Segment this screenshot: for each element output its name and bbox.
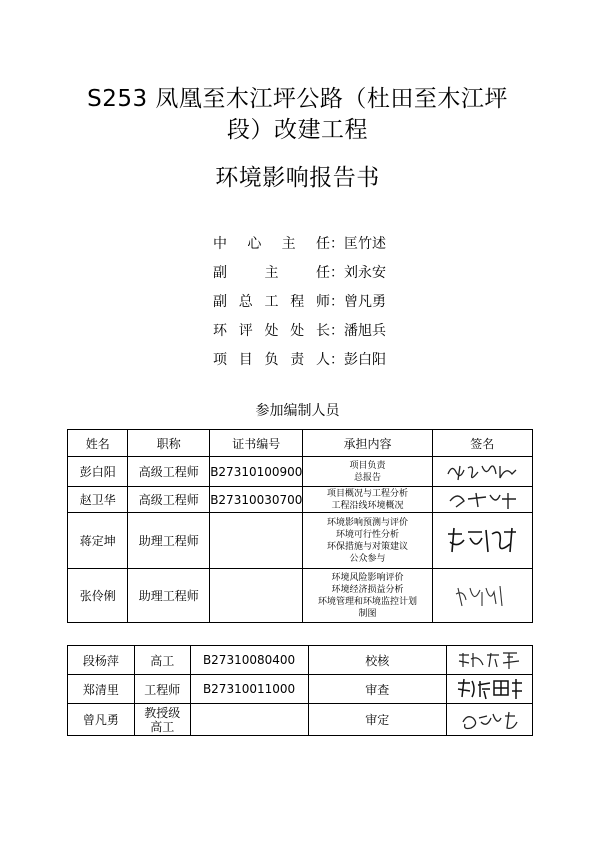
duty-cell: 校核: [308, 646, 447, 675]
duty-line: 公众参与: [349, 553, 386, 564]
handwritten-signature: [452, 580, 512, 612]
table-row: [68, 487, 533, 513]
signature-cell: [447, 675, 533, 704]
duty-cell: [303, 569, 432, 623]
person-title: 助理工程师: [128, 513, 210, 569]
person-name: 曾凡勇: [68, 704, 135, 736]
table-row: [68, 569, 533, 623]
table-row: [68, 704, 533, 736]
column-header-duty: 承担内容: [303, 430, 432, 457]
cert-number: B27310080400: [190, 646, 308, 675]
person-title: 助理工程师: [128, 569, 210, 623]
project-title-line-2: 段）改建工程: [227, 117, 368, 143]
person-title: 高级工程师: [128, 457, 210, 487]
person-name: 彭白阳: [68, 457, 128, 487]
cert-number: B27310100900: [210, 457, 303, 487]
column-header-signature: 签名: [432, 430, 532, 457]
signature-cell: [432, 513, 532, 569]
handwritten-signature: [442, 524, 522, 558]
person-title-line: 高工: [150, 719, 175, 734]
table-row: [68, 513, 533, 569]
person-name: 张伶俐: [68, 569, 128, 623]
column-header-title: 职称: [128, 430, 210, 457]
staff-name: 匡竹述: [344, 236, 386, 252]
handwritten-signature: [442, 489, 522, 511]
staff-name: 曾凡勇: [344, 294, 386, 310]
handwritten-signature: [455, 649, 525, 671]
duty-cell: [303, 457, 432, 487]
duty-line: 环境管理和环境监控计划: [318, 596, 418, 607]
duty-line: 环境经济损益分析: [331, 584, 404, 595]
duty-cell: 审查: [308, 675, 447, 704]
duty-cell: [303, 513, 432, 569]
handwritten-signature: [442, 460, 522, 484]
duty-line: 总报告: [354, 472, 382, 483]
person-name: 蒋定坤: [68, 513, 128, 569]
duty-line: 环保措施与对策建议: [327, 541, 409, 552]
staff-name: 刘永安: [344, 265, 386, 281]
handwritten-signature: [457, 708, 523, 732]
duty-line: 环境影响预测与评价: [327, 517, 409, 528]
duty-line: 工程沿线环境概况: [331, 500, 404, 511]
staff-name: 彭白阳: [344, 352, 386, 368]
review-table: [67, 645, 533, 736]
duty-line: 项目负责: [349, 460, 386, 471]
cert-number: [210, 513, 303, 569]
duty-cell: 审定: [308, 704, 447, 736]
staff-row: 环评处处长：潘旭兵: [213, 323, 386, 339]
cert-number: [210, 569, 303, 623]
duty-line: 制图: [358, 608, 377, 619]
person-title-cell: [134, 704, 190, 736]
person-title: 工程师: [134, 675, 190, 704]
signature-cell: [447, 646, 533, 675]
duty-line: 环境风险影响评价: [331, 572, 404, 583]
signature-cell: [432, 569, 532, 623]
staff-role: 副 主 任: [213, 265, 330, 281]
section-title: 参加编制人员: [255, 403, 340, 419]
table-header-row: [68, 430, 533, 457]
staff-name: 潘旭兵: [344, 323, 386, 339]
duty-line: 项目概况与工程分析: [327, 488, 409, 499]
staff-role: 环评处处长: [213, 323, 330, 339]
staff-row: 副 主 任：刘永安: [213, 265, 386, 281]
person-name: 郑清里: [68, 675, 135, 704]
cert-number: B27310011000: [190, 675, 308, 704]
staff-row: 副总工程师：曾凡勇: [213, 294, 386, 310]
staff-role: 中 心 主 任: [213, 236, 330, 252]
column-header-cert: 证书编号: [210, 430, 303, 457]
duty-line: 环境可行性分析: [336, 529, 400, 540]
cert-number: [190, 704, 308, 736]
staff-table: [67, 429, 533, 623]
handwritten-signature: [454, 677, 526, 701]
duty-cell: [303, 487, 432, 513]
person-name: 段杨萍: [68, 646, 135, 675]
signature-cell: [447, 704, 533, 736]
staff-role: 项目负责人: [213, 352, 330, 368]
signature-cell: [432, 457, 532, 487]
person-name: 赵卫华: [68, 487, 128, 513]
person-title: 高工: [134, 646, 190, 675]
table-row: [68, 675, 533, 704]
column-header-name: 姓名: [68, 430, 128, 457]
staff-row: 项目负责人：彭白阳: [213, 352, 386, 368]
staff-role: 副总工程师: [213, 294, 330, 310]
project-title-line-1: S253 凤凰至木江坪公路（杜田至木江坪: [87, 86, 508, 112]
person-title: 高级工程师: [128, 487, 210, 513]
signature-cell: [432, 487, 532, 513]
staff-row: 中 心 主 任：匡竹述: [213, 236, 386, 252]
table-row: [68, 457, 533, 487]
person-title-line: 教授级: [144, 705, 181, 720]
cert-number: B27310030700: [210, 487, 303, 513]
table-row: [68, 646, 533, 675]
report-title: 环境影响报告书: [215, 165, 380, 191]
